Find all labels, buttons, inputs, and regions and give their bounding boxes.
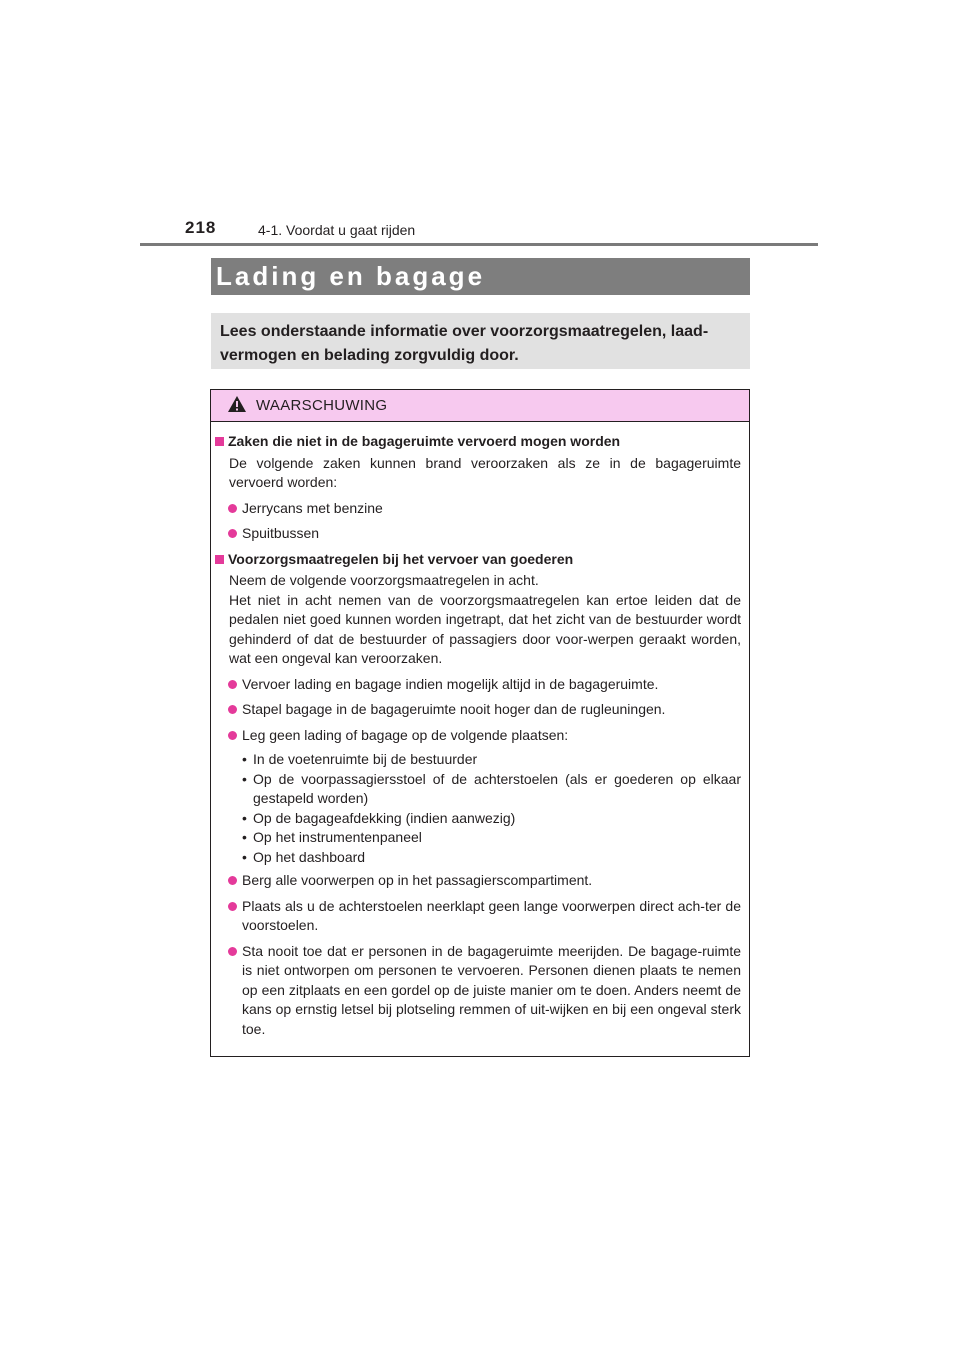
list-item bbox=[211, 942, 749, 1040]
list-item bbox=[211, 871, 749, 891]
sub-list-item-text: Op de bagageafdekking (indien aanwezig) bbox=[253, 809, 516, 826]
list-item bbox=[211, 524, 749, 544]
sub-bullet-mark: • bbox=[242, 751, 247, 767]
round-bullet-icon bbox=[228, 876, 237, 885]
section-heading bbox=[211, 550, 749, 570]
sub-list-item-text: Op het instrumentenpaneel bbox=[253, 829, 422, 845]
sub-bullet-mark: • bbox=[242, 809, 247, 826]
section-paragraph: De volgende zaken kunnen brand veroorzaken als ze in de bagageruimte vervoerd worden: bbox=[229, 454, 741, 490]
section-label: 4-1. Voordat u gaat rijden bbox=[258, 222, 416, 238]
page-number: 218 bbox=[185, 218, 217, 237]
page-title: Lading en bagage bbox=[216, 261, 486, 291]
sub-list-item-text: In de voetenruimte bij de bestuurder bbox=[253, 751, 478, 767]
round-bullet-icon bbox=[228, 902, 237, 911]
round-bullet-icon bbox=[228, 504, 237, 513]
list-item-text: Spuitbussen bbox=[242, 525, 320, 541]
section-heading-text: Voorzorgsmaatregelen bij het vervoer van goederen bbox=[228, 550, 574, 567]
page-title-bar bbox=[211, 258, 750, 295]
section-paragraph: Het niet in acht nemen van de voorzorgsmaatregelen kan ertoe leiden dat de pedalen niet goed kunnen worden ingetrapt, dat het zicht van de bestuurder wordt gehinderd of dat de bestuurder of passagiers door voor-werpen geraakt worden, wat een ongeval kan veroorzaken. bbox=[229, 591, 741, 666]
list-item-text: Stapel bagage in de bagageruimte nooit hoger dan de rugleuningen. bbox=[242, 701, 666, 717]
list-item-text: Sta nooit toe dat er personen in de bagageruimte meerijden. De bagage-ruimte is niet ontworpen om personen te vervoeren. Personen dienen plaats te nemen op een zitplaats en een gordel op de juiste manier om te doen. Anders neemt de kans op ernstig letsel bij plotseling remmen of uit-wijken en bij een ongeval sterk toe. bbox=[242, 942, 741, 1037]
section-paragraph: Neem de volgende voorzorgsmaatregelen in acht. bbox=[229, 572, 539, 588]
list-item-text: Berg alle voorwerpen op in het passagierscompartiment. bbox=[242, 872, 593, 888]
round-bullet-icon bbox=[228, 731, 237, 740]
header-divider bbox=[140, 243, 818, 246]
sub-list-item bbox=[211, 809, 749, 829]
sub-bullet-mark: • bbox=[242, 829, 247, 845]
sub-list-item-text: Op het dashboard bbox=[253, 848, 366, 865]
sub-bullet-mark: • bbox=[242, 770, 247, 787]
list-item bbox=[211, 700, 749, 720]
sub-list-item bbox=[211, 848, 749, 868]
list-item bbox=[211, 675, 749, 695]
list-item bbox=[211, 499, 749, 519]
square-bullet-icon bbox=[215, 555, 224, 564]
square-bullet-icon bbox=[215, 437, 224, 446]
sub-list-item bbox=[211, 770, 749, 809]
warning-box bbox=[210, 389, 750, 1057]
sub-list-item-text: Op de voorpassagiersstoel of de achterstoelen (als er goederen op elkaar gestapeld worden) bbox=[253, 770, 741, 806]
sub-list-item bbox=[211, 828, 749, 848]
list-item-text: Jerrycans met benzine bbox=[242, 499, 383, 516]
warning-title: WAARSCHUWING bbox=[256, 397, 388, 414]
list-item-text: Plaats als u de achterstoelen neerklapt geen lange voorwerpen direct ach-ter de voorstoelen. bbox=[242, 897, 741, 933]
intro-box: Lees onderstaande informatie over voorzorgsmaatregelen, laad-vermogen en belading zorgvuldig door. bbox=[211, 313, 750, 369]
warning-body bbox=[211, 432, 749, 1039]
warning-header bbox=[211, 390, 749, 422]
list-item-text: Vervoer lading en bagage indien mogelijk altijd in de bagageruimte. bbox=[242, 675, 659, 692]
round-bullet-icon bbox=[228, 680, 237, 689]
warning-triangle-icon bbox=[227, 395, 247, 418]
round-bullet-icon bbox=[228, 529, 237, 538]
list-item bbox=[211, 897, 749, 936]
list-item-text: Leg geen lading of bagage op de volgende plaatsen: bbox=[242, 726, 569, 743]
section-heading bbox=[211, 432, 749, 452]
round-bullet-icon bbox=[228, 705, 237, 714]
sub-bullet-mark: • bbox=[242, 848, 247, 865]
sub-list-item bbox=[211, 750, 749, 770]
list-item bbox=[211, 726, 749, 746]
section-heading-text: Zaken die niet in de bagageruimte vervoerd mogen worden bbox=[228, 433, 621, 449]
round-bullet-icon bbox=[228, 947, 237, 956]
